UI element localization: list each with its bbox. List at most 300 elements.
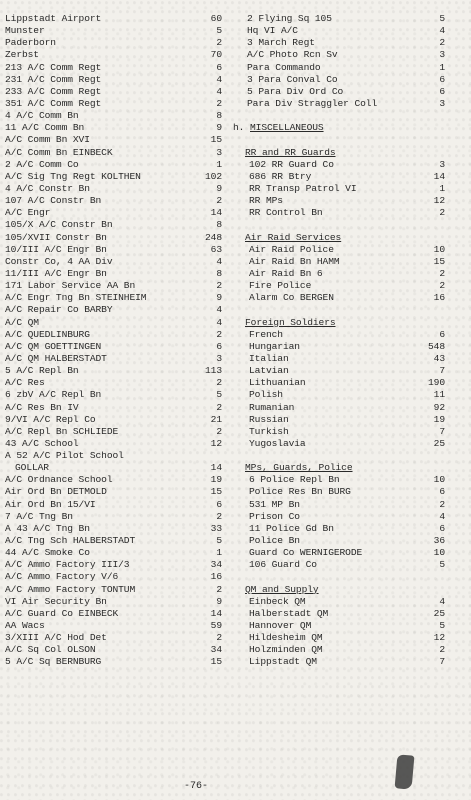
item-count: 11: [433, 389, 445, 401]
item-count: 16: [433, 292, 445, 304]
item-count: 4: [216, 85, 222, 97]
list-item: [5, 207, 222, 219]
list-item: [5, 171, 222, 183]
list-item: [233, 134, 445, 146]
item-name: Lippstadt QM: [249, 656, 317, 668]
item-name: Einbeck QM: [249, 595, 306, 607]
item-name: 4 A/C Comm Bn: [5, 110, 79, 122]
list-item: [233, 62, 445, 74]
item-name: 106 Guard Co: [249, 559, 317, 571]
item-name: 5 A/C Repl Bn: [5, 365, 79, 377]
item-count: 10: [433, 474, 445, 486]
item-name: 107 A/C Constr Bn: [5, 195, 102, 207]
list-item: [233, 329, 445, 341]
item-name: A/C Tng Sch HALBERSTADT: [5, 535, 136, 547]
right-column: [233, 13, 445, 669]
item-count: 7: [439, 365, 445, 377]
list-item: [5, 134, 222, 146]
list-item: [233, 292, 445, 304]
item-count: 2: [216, 510, 222, 522]
item-name: A/C Sig Tng Regt KOLTHEN: [5, 170, 141, 182]
item-count: 10: [433, 243, 445, 255]
list-item: [5, 195, 222, 207]
list-item: [5, 280, 222, 292]
list-item: [5, 596, 222, 608]
item-count: 2: [439, 280, 445, 292]
list-item: [233, 159, 445, 171]
list-item: [233, 377, 445, 389]
item-name: GOLLAR: [15, 462, 49, 474]
list-item: [5, 620, 222, 632]
list-item: [233, 474, 445, 486]
item-count: 3: [216, 352, 222, 364]
list-item: [5, 462, 222, 474]
item-count: 7: [439, 425, 445, 437]
item-name: Para Div Straggler Coll: [247, 97, 378, 109]
item-name: Holzminden QM: [249, 644, 323, 656]
item-count: 4: [439, 595, 445, 607]
item-name: Foreign Soldiers: [245, 316, 336, 328]
item-count: 34: [210, 644, 222, 656]
list-item: [233, 608, 445, 620]
section-letter: h.: [233, 122, 245, 134]
list-item: [5, 632, 222, 644]
item-count: 2: [439, 207, 445, 219]
item-name: Guard Co WERNIGERODE: [249, 547, 363, 559]
list-item: [5, 232, 222, 244]
item-count: 4: [439, 510, 445, 522]
left-column: [5, 13, 222, 669]
item-count: 16: [210, 571, 222, 583]
item-count: 2: [216, 425, 222, 437]
item-count: 15: [210, 134, 222, 146]
item-name: 9/VI A/C Repl Co: [5, 413, 96, 425]
item-name: 3/XIII A/C Hod Det: [5, 632, 107, 644]
item-count: 12: [433, 632, 445, 644]
item-count: 1: [216, 158, 222, 170]
item-count: 10: [433, 547, 445, 559]
item-name: A/C QM: [5, 316, 39, 328]
list-item: [233, 147, 445, 159]
item-name: 105/XVII Constr Bn: [5, 231, 107, 243]
list-item: [5, 377, 222, 389]
item-count: 34: [210, 559, 222, 571]
item-name: [233, 122, 324, 134]
list-item: [233, 414, 445, 426]
item-name: A/C Repl Bn SCHLIEDE: [5, 425, 119, 437]
list-item: [233, 195, 445, 207]
item-count: 6: [439, 522, 445, 534]
list-item: [233, 499, 445, 511]
item-count: 8: [216, 267, 222, 279]
list-item: [5, 426, 222, 438]
list-item: [5, 644, 222, 656]
item-name: A/C Comm Bn EINBECK: [5, 146, 113, 158]
item-name: Alarm Co BERGEN: [249, 292, 334, 304]
item-count: 8: [216, 110, 222, 122]
list-item: [5, 535, 222, 547]
item-name: A/C Res Bn IV: [5, 401, 79, 413]
list-item: [233, 535, 445, 547]
item-name: 44 A/C Smoke Co: [5, 547, 90, 559]
item-name: Air Raid Police: [249, 243, 334, 255]
item-name: A 43 A/C Tng Bn: [5, 522, 90, 534]
list-item: [233, 37, 445, 49]
list-item: [233, 244, 445, 256]
list-item: [233, 110, 445, 122]
list-item: [5, 547, 222, 559]
item-name: Paderborn: [5, 37, 56, 49]
list-item: [233, 656, 445, 668]
item-name: 11 A/C Comm Bn: [5, 122, 85, 134]
list-item: [5, 608, 222, 620]
item-count: 9: [216, 182, 222, 194]
list-item: [233, 523, 445, 535]
list-item: [233, 25, 445, 37]
list-item: [5, 147, 222, 159]
item-count: 8: [216, 219, 222, 231]
item-name: Halberstadt QM: [249, 607, 329, 619]
list-item: [5, 292, 222, 304]
item-count: 3: [439, 158, 445, 170]
item-name: 2 Flying Sq 105: [247, 13, 332, 24]
item-name: A/C QUEDLINBURG: [5, 328, 90, 340]
list-item: [233, 486, 445, 498]
item-count: 4: [216, 304, 222, 316]
item-name: 2 A/C Comm Co: [5, 158, 79, 170]
item-name: Zerbst: [5, 49, 39, 61]
item-count: 6: [439, 85, 445, 97]
item-name: Air Raid Bn 6: [249, 267, 323, 279]
item-name: Para Commando: [247, 61, 321, 73]
list-item: [233, 13, 445, 25]
list-item: [233, 219, 445, 231]
list-item: [233, 389, 445, 401]
item-count: 2: [216, 37, 222, 49]
item-count: 2: [439, 37, 445, 49]
item-name: 10/III A/C Engr Bn: [5, 243, 107, 255]
list-item: [233, 511, 445, 523]
list-item: [5, 110, 222, 122]
item-count: 2: [216, 328, 222, 340]
item-count: 63: [210, 243, 222, 255]
item-count: 248: [205, 231, 222, 243]
list-item: [5, 365, 222, 377]
list-item: [5, 183, 222, 195]
item-count: 5: [439, 620, 445, 632]
list-item: [5, 474, 222, 486]
item-name: Air Ord Bn 15/VI: [5, 498, 96, 510]
list-item: [5, 62, 222, 74]
item-count: 9: [216, 292, 222, 304]
item-count: 2: [439, 644, 445, 656]
list-item: [5, 402, 222, 414]
list-item: [233, 547, 445, 559]
list-item: [233, 426, 445, 438]
list-item: [5, 317, 222, 329]
item-count: 3: [439, 97, 445, 109]
list-item: [5, 329, 222, 341]
list-item: [233, 632, 445, 644]
item-count: 12: [210, 437, 222, 449]
item-count: 3: [216, 146, 222, 158]
list-item: [233, 280, 445, 292]
list-item: [5, 450, 222, 462]
item-name: A/C QM HALBERSTADT: [5, 352, 107, 364]
list-item: [5, 25, 222, 37]
item-count: 1: [439, 182, 445, 194]
item-count: 548: [428, 340, 445, 352]
item-count: 2: [216, 280, 222, 292]
item-name: 102 RR Guard Co: [249, 158, 334, 170]
item-name: RR and RR Guards: [245, 146, 336, 158]
list-item: [5, 37, 222, 49]
list-item: [5, 256, 222, 268]
item-name: Hannover QM: [249, 620, 312, 632]
list-item: [233, 98, 445, 110]
item-name: 6 Police Repl Bn: [249, 474, 340, 486]
item-count: 2: [216, 632, 222, 644]
item-count: 2: [216, 401, 222, 413]
list-item: [233, 207, 445, 219]
list-item: [5, 219, 222, 231]
list-item: [5, 353, 222, 365]
item-count: 6: [216, 340, 222, 352]
item-count: 4: [216, 255, 222, 267]
item-name: 171 Labor Service AA Bn: [5, 280, 136, 292]
list-item: [5, 511, 222, 523]
item-count: 14: [433, 170, 445, 182]
item-name: A/C Ammo Factory III/3: [5, 559, 130, 571]
list-item: [5, 486, 222, 498]
list-item: [5, 268, 222, 280]
list-item: [233, 462, 445, 474]
item-name: A 52 A/C Pilot School: [5, 450, 124, 462]
item-name: A/C Repair Co BARBY: [5, 304, 113, 316]
item-count: 60: [210, 13, 222, 24]
item-name: AA Wacs: [5, 620, 45, 632]
item-name: 11/III A/C Engr Bn: [5, 267, 107, 279]
item-count: 2: [216, 97, 222, 109]
list-item: [233, 620, 445, 632]
list-item: [5, 244, 222, 256]
item-name: A/C Ordnance School: [5, 474, 113, 486]
item-count: 25: [433, 607, 445, 619]
list-item: [5, 159, 222, 171]
item-name: Air Raid Services: [245, 231, 342, 243]
list-item: [5, 584, 222, 596]
item-name: 43 A/C School: [5, 437, 79, 449]
list-item: [233, 183, 445, 195]
item-count: 2: [216, 377, 222, 389]
list-item: [233, 438, 445, 450]
item-count: 9: [216, 595, 222, 607]
item-count: 3: [439, 49, 445, 61]
item-name: Air Raid Bn HAMM: [249, 255, 340, 267]
item-name: Hildesheim QM: [249, 632, 323, 644]
list-item: [5, 98, 222, 110]
item-count: 25: [433, 437, 445, 449]
item-name: 6 zbV A/C Repl Bn: [5, 389, 102, 401]
item-name: Police Res Bn BURG: [249, 486, 351, 498]
item-count: 12: [433, 195, 445, 207]
list-item: [5, 13, 222, 25]
item-count: 2: [439, 267, 445, 279]
item-name: Rumanian: [249, 401, 295, 413]
item-count: 113: [205, 365, 222, 377]
item-name: Lithuanian: [249, 377, 306, 389]
list-item: [233, 268, 445, 280]
item-name: RR MPs: [249, 195, 283, 207]
list-item: [5, 571, 222, 583]
item-count: 43: [433, 352, 445, 364]
item-name: MPs, Guards, Police: [245, 462, 353, 474]
item-name: French: [249, 328, 283, 340]
item-name: A/C Engr: [5, 207, 51, 219]
item-name: A/C QM GOETTINGEN: [5, 340, 102, 352]
item-name: Yugoslavia: [249, 437, 306, 449]
list-item: [233, 353, 445, 365]
item-count: 9: [216, 122, 222, 134]
item-count: 36: [433, 535, 445, 547]
list-item: [233, 341, 445, 353]
item-count: 15: [433, 255, 445, 267]
item-count: 4: [439, 25, 445, 37]
list-item: [233, 256, 445, 268]
item-count: 21: [210, 413, 222, 425]
item-count: 14: [210, 207, 222, 219]
list-item: [5, 86, 222, 98]
list-item: [5, 122, 222, 134]
item-name: Constr Co, 4 AA Div: [5, 255, 113, 267]
item-name: A/C Comm Bn XVI: [5, 134, 90, 146]
list-item: [5, 304, 222, 316]
item-count: 14: [210, 462, 222, 474]
item-count: 19: [433, 413, 445, 425]
item-name: RR Transp Patrol VI: [249, 182, 357, 194]
item-count: 92: [433, 401, 445, 413]
item-count: 6: [216, 498, 222, 510]
list-item: [233, 49, 445, 61]
item-count: 5: [216, 389, 222, 401]
list-item: [233, 584, 445, 596]
item-count: 5: [216, 25, 222, 37]
item-name: Polish: [249, 389, 283, 401]
item-count: 5: [439, 13, 445, 24]
item-name: 351 A/C Comm Regt: [5, 97, 102, 109]
list-item: [5, 656, 222, 668]
list-item: [233, 232, 445, 244]
item-count: 14: [210, 607, 222, 619]
item-name: 5 Para Div Ord Co: [247, 85, 344, 97]
list-item: [233, 402, 445, 414]
item-name: A/C Ammo Factory V/6: [5, 571, 119, 583]
item-name: 11 Police Gd Bn: [249, 522, 334, 534]
item-count: 19: [210, 474, 222, 486]
list-item: [233, 450, 445, 462]
item-name: 3 March Regt: [247, 37, 315, 49]
item-count: 59: [210, 620, 222, 632]
item-name: QM and Supply: [245, 583, 319, 595]
item-count: 33: [210, 522, 222, 534]
item-count: 1: [216, 547, 222, 559]
item-count: 15: [210, 486, 222, 498]
item-name: 7 A/C Tng Bn: [5, 510, 73, 522]
item-name: A/C Photo Rcn Sv: [247, 49, 338, 61]
list-item: [233, 74, 445, 86]
item-count: 5: [439, 559, 445, 571]
item-count: 7: [439, 656, 445, 668]
item-count: 15: [210, 656, 222, 668]
list-item: [5, 523, 222, 535]
item-count: 6: [216, 61, 222, 73]
item-name: 4 A/C Constr Bn: [5, 182, 90, 194]
item-count: 6: [439, 328, 445, 340]
item-count: 1: [439, 61, 445, 73]
item-name: Hq VI A/C: [247, 25, 298, 37]
list-item: [5, 559, 222, 571]
list-item: [233, 86, 445, 98]
item-name: 531 MP Bn: [249, 498, 300, 510]
item-count: 6: [439, 486, 445, 498]
item-name: Fire Police: [249, 280, 312, 292]
list-item: [5, 74, 222, 86]
list-item: [233, 644, 445, 656]
list-item: [5, 389, 222, 401]
list-item: [233, 317, 445, 329]
item-name: Russian: [249, 413, 289, 425]
item-count: 5: [216, 535, 222, 547]
item-name: A/C Ammo Factory TONTUM: [5, 583, 136, 595]
item-name: Lippstadt Airport: [5, 13, 102, 24]
section-title: MISCELLANEOUS: [250, 122, 324, 134]
item-name: 233 A/C Comm Regt: [5, 85, 102, 97]
item-name: Turkish: [249, 425, 289, 437]
list-item: [233, 365, 445, 377]
item-name: 231 A/C Comm Regt: [5, 73, 102, 85]
item-name: Hungarian: [249, 340, 300, 352]
item-name: 5 A/C Sq BERNBURG: [5, 656, 102, 668]
item-count: 2: [216, 195, 222, 207]
item-count: 4: [216, 73, 222, 85]
ink-smudge: [395, 754, 415, 789]
list-item: [233, 304, 445, 316]
list-item: [233, 171, 445, 183]
list-item: [5, 438, 222, 450]
item-count: 2: [216, 583, 222, 595]
item-count: 102: [205, 170, 222, 182]
item-count: 70: [210, 49, 222, 61]
item-name: Italian: [249, 352, 289, 364]
item-name: 3 Para Conval Co: [247, 73, 338, 85]
list-item: [5, 499, 222, 511]
list-item: [233, 559, 445, 571]
item-name: A/C Engr Tng Bn STEINHEIM: [5, 292, 147, 304]
list-item: [233, 571, 445, 583]
list-item: [233, 122, 445, 134]
item-name: Police Bn: [249, 535, 300, 547]
item-count: 6: [439, 73, 445, 85]
item-name: VI Air Security Bn: [5, 595, 107, 607]
item-count: 190: [428, 377, 445, 389]
list-item: [233, 596, 445, 608]
list-item: [5, 341, 222, 353]
item-name: Latvian: [249, 365, 289, 377]
item-name: RR Control Bn: [249, 207, 323, 219]
item-name: Munster: [5, 25, 45, 37]
item-name: A/C Guard Co EINBECK: [5, 607, 119, 619]
item-name: 105/X A/C Constr Bn: [5, 219, 113, 231]
